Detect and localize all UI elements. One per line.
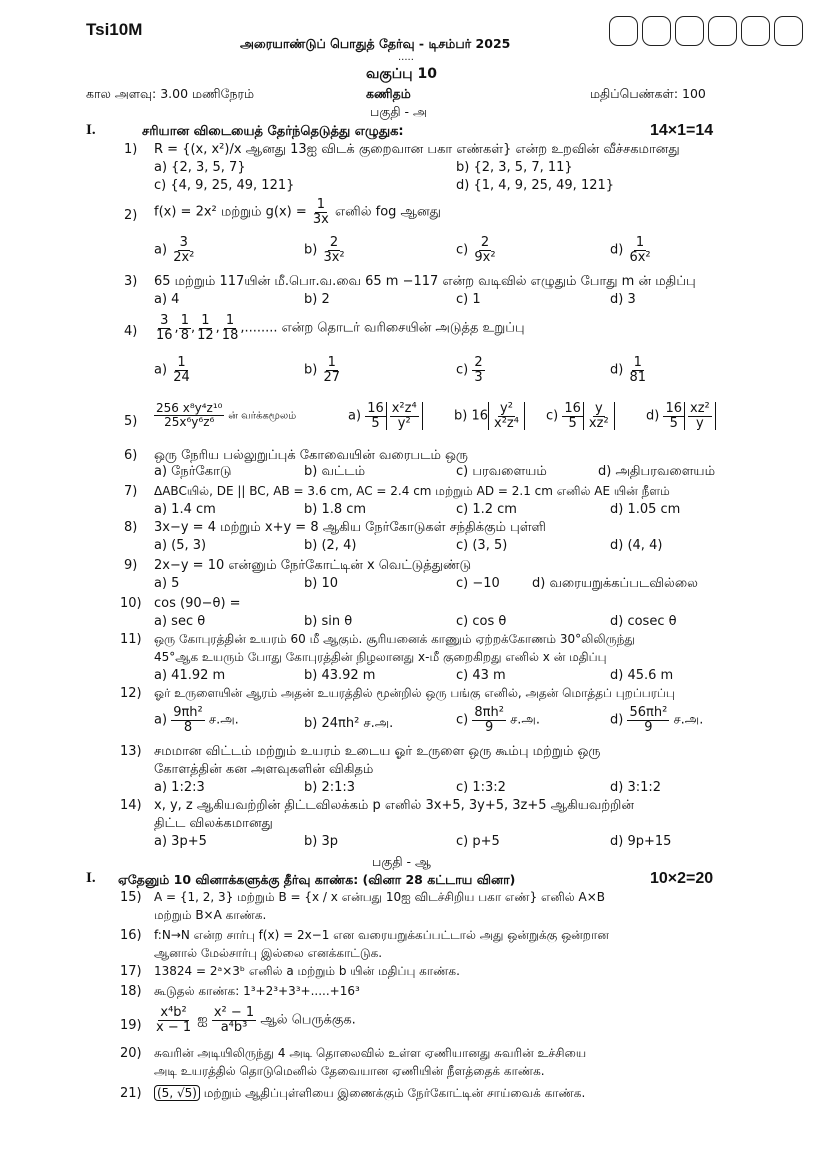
q1-number: 1) — [124, 142, 138, 157]
q14-number: 14) — [120, 798, 142, 813]
section-2-marks: 10×2=20 — [650, 870, 714, 887]
q8-text: 3x−y = 4 மற்றும் x+y = 8 ஆகிய நேர்கோடுகள் சந்திக்கும் புள்ளி — [154, 520, 546, 535]
q2-option-b: b) $\frac{2}{\text{3x²}}$ — [304, 235, 345, 265]
q17-number: 17) — [120, 964, 142, 979]
q18-number: 18) — [120, 984, 142, 999]
q9-option-a: a) 5 — [154, 576, 180, 591]
q9-option-b: b) 10 — [304, 576, 338, 591]
q15-text-line2: மற்றும் B×A காண்க. — [154, 908, 267, 922]
q15-text-line1: A = {1, 2, 3} மற்றும் B = {x / x என்பது 10ஐ விடச்சிறிய பகா எண்} எனில் A×B — [154, 890, 606, 904]
q1-text: R = {(x, x²)/x ஆனது 13ஐ விடக் குறைவான பகா எண்கள்} என்ற உறவின் வீச்சகமானது — [154, 142, 680, 157]
q11-option-d: d) 45.6 m — [610, 668, 674, 683]
q3-number: 3) — [124, 274, 138, 289]
q2-option-d: d) $\frac{1}{\text{6x²}}$ — [610, 235, 651, 265]
q14-option-d: d) 9p+15 — [610, 834, 672, 849]
q21-point: (5, √5) — [154, 1085, 200, 1101]
q5-option-c: c) $\frac{16}{5}$ $\frac{y}{\text{xz²}}$ — [546, 402, 615, 430]
q7-option-a: a) 1.4 cm — [154, 502, 216, 517]
q4-option-c: c) $\frac{2}{3}$ — [456, 355, 483, 385]
q8-option-b: b) (2, 4) — [304, 538, 357, 553]
q3-option-d: d) 3 — [610, 292, 636, 307]
q9-option-d: d) வரையறுக்கப்படவில்லை — [532, 576, 698, 591]
q5-option-d: d) $\frac{16}{5}$ $\frac{\text{xz²}}{y}$ — [646, 402, 716, 430]
q8-number: 8) — [124, 520, 138, 535]
subject-label: கணிதம் — [366, 86, 411, 101]
q8-option-d: d) (4, 4) — [610, 538, 663, 553]
q11-option-c: c) 43 m — [456, 668, 506, 683]
q5-stem: $\frac{\text{256 x⁸y⁴z¹⁰}}{\text{25x⁶y⁶z⁶}}$ ன் வர்க்கமூலம் — [156, 401, 297, 429]
q12-option-a: a) $\frac{\text{9πh²}}{8}$ ச.அ. — [154, 705, 239, 735]
q2-option-a: a) $\frac{3}{\text{2x²}}$ — [154, 235, 195, 265]
q3-option-b: b) 2 — [304, 292, 330, 307]
q6-option-a: a) நேர்கோடு — [154, 464, 232, 479]
q7-text: ΔABCயில், DE || BC, AB = 3.6 cm, AC = 2.4 cm மற்றும் AD = 2.1 cm எனில் AE யின் நீளம் — [154, 484, 670, 498]
q13-option-c: c) 1:3:2 — [456, 780, 506, 795]
q3-option-a: a) 4 — [154, 292, 180, 307]
q21-text — [154, 1086, 585, 1102]
q6-text: ஒரு நேரிய பல்லுறுப்புக் கோவையின் வரைபடம் ஒரு — [154, 448, 468, 463]
q19-text: $\frac{\text{x⁴b²}}{x - 1}$ ஐ $\frac{\text{x² − 1}}{\text{a⁴b³}}$ ஆல் பெருக்குக. — [156, 1005, 356, 1035]
part-b-heading: பகுதி - ஆ — [372, 854, 431, 869]
q12-text: ஓர் உருளையின் ஆரம் அதன் உயரத்தில் மூன்றில் ஒரு பங்கு எனில், அதன் மொத்தப் புறப்பரப்பு — [154, 686, 675, 700]
q2-text-post: எனில் fog ஆனது — [335, 204, 441, 220]
q10-option-a: a) sec θ — [154, 614, 206, 629]
section-2-numeral: I. — [86, 870, 96, 886]
q7-option-d: d) 1.05 cm — [610, 502, 681, 517]
q3-text: 65 மற்றும் 117யின் மீ.பொ.வ.வை 65 m −117 என்ற வடிவில் எழுதும் போது m ன் மதிப்பு — [154, 274, 696, 289]
q15-number: 15) — [120, 890, 142, 905]
title-dots: ..... — [398, 52, 414, 63]
q1-option-a: a) {2, 3, 5, 7} — [154, 160, 246, 175]
q2-text-pre: f(x) = 2x² மற்றும் g(x) = — [154, 204, 307, 220]
q16-text-line1: f:N→N என்ற சார்பு f(x) = 2x−1 என வரையறுக்கப்பட்டால் அது ஒன்றுக்கு ஒன்றான — [154, 928, 609, 942]
q12-option-c: c) $\frac{\text{8πh²}}{9}$ ச.அ. — [456, 705, 540, 735]
q10-text: cos (90−θ) = — [154, 596, 241, 611]
part-a-heading: பகுதி - அ — [370, 104, 427, 119]
q8-option-c: c) (3, 5) — [456, 538, 508, 553]
q5-option-b: b) 16 $\frac{\text{y²}}{\text{x²z⁴}}$ — [454, 402, 525, 430]
q5-option-a: a) $\frac{16}{5}$ $\frac{\text{x²z⁴}}{\text{y²}}$ — [348, 402, 423, 430]
q13-text-line1: சமமான விட்டம் மற்றும் உயரம் உடைய ஓர் உருளை ஒரு கூம்பு மற்றும் ஒரு — [154, 744, 601, 759]
q5-number: 5) — [124, 414, 138, 429]
q4-option-b: b) $\frac{1}{27}$ — [304, 355, 341, 385]
q11-text-line1: ஒரு கோபுரத்தின் உயரம் 60 மீ ஆகும். சூரியனைக் காணும் ஏற்றக்கோணம் 30°லிலிருந்து — [154, 632, 635, 646]
time-duration: கால அளவு: 3.00 மணிநேரம் — [86, 86, 255, 101]
q18-text: கூடுதல் காண்க: 1³+2³+3³+.....+16³ — [154, 984, 360, 998]
q13-option-d: d) 3:1:2 — [610, 780, 662, 795]
q14-option-b: b) 3p — [304, 834, 338, 849]
q12-number: 12) — [120, 686, 142, 701]
q7-option-c: c) 1.2 cm — [456, 502, 517, 517]
class-label: வகுப்பு 10 — [366, 66, 437, 82]
q6-option-d: d) அதிபரவளையம் — [598, 464, 716, 479]
q6-option-b: b) வட்டம் — [304, 464, 366, 479]
q4-option-a: a) $\frac{1}{24}$ — [154, 355, 190, 385]
q19-number: 19) — [120, 1018, 142, 1033]
q6-option-c: c) பரவளையம் — [456, 464, 547, 479]
section-1-numeral: I. — [86, 122, 96, 138]
q11-number: 11) — [120, 632, 142, 647]
q9-number: 9) — [124, 558, 138, 573]
q21-number: 21) — [120, 1086, 142, 1101]
q16-number: 16) — [120, 928, 142, 943]
q20-number: 20) — [120, 1046, 142, 1061]
q14-option-c: c) p+5 — [456, 834, 500, 849]
q10-number: 10) — [120, 596, 142, 611]
q4-stem: $\frac{3}{16}$ , $\frac{1}{8}$ , $\frac{1}{12}$ , $\frac{1}{18}$ ,........ என்ற தொடர் வரிசையின் அடுத்த உறுப்பு — [156, 313, 525, 343]
q9-text: 2x−y = 10 என்னும் நேர்கோட்டின் x வெட்டுத்துண்டு — [154, 558, 472, 573]
q4-option-d: d) $\frac{1}{81}$ — [610, 355, 647, 385]
q10-option-c: c) cos θ — [456, 614, 507, 629]
q1-option-c: c) {4, 9, 25, 49, 121} — [154, 178, 295, 193]
q21-text-body: மற்றும் ஆதிப்புள்ளியை இணைக்கும் நேர்கோட்டின் சாய்வைக் காண்க. — [203, 1086, 586, 1100]
q2-option-c: c) $\frac{2}{\text{9x²}}$ — [456, 235, 496, 265]
q20-text-line1: சுவரின் அடியிலிருந்து 4 அடி தொலைவில் உள்ள ஏணியானது சுவரின் உச்சியை — [154, 1046, 587, 1060]
q17-text: 13824 = 2ᵃ×3ᵇ எனில் a மற்றும் b யின் மதிப்பு காண்க. — [154, 964, 460, 978]
q7-option-b: b) 1.8 cm — [304, 502, 367, 517]
q16-text-line2: ஆனால் மேல்சார்பு இல்லை எனக்காட்டுக. — [154, 946, 383, 960]
exam-title: அரையாண்டுப் பொதுத் தேர்வு - டிசம்பர் 2025 — [240, 36, 511, 51]
total-marks: மதிப்பெண்கள்: 100 — [590, 86, 706, 101]
q12-option-b: b) 24πh² ச.அ. — [304, 716, 394, 731]
q2-fraction — [311, 198, 331, 226]
q13-option-b: b) 2:1:3 — [304, 780, 356, 795]
paper-code: Tsi10M — [86, 20, 143, 39]
q13-option-a: a) 1:2:3 — [154, 780, 205, 795]
q4-number: 4) — [124, 324, 138, 339]
q6-number: 6) — [124, 448, 138, 463]
q11-option-b: b) 43.92 m — [304, 668, 376, 683]
q11-text-line2: 45°ஆக உயரும் போது கோபுரத்தின் நிழலானது x-மீ குறைகிறது எனில் x ன் மதிப்பு — [154, 650, 607, 664]
q11-option-a: a) 41.92 m — [154, 668, 226, 683]
q7-number: 7) — [124, 484, 138, 499]
register-number-boxes — [609, 16, 803, 46]
q14-option-a: a) 3p+5 — [154, 834, 207, 849]
q2-number: 2) — [124, 208, 138, 223]
q8-option-a: a) (5, 3) — [154, 538, 207, 553]
q13-number: 13) — [120, 744, 142, 759]
q10-option-b: b) sin θ — [304, 614, 353, 629]
q2-stem — [154, 198, 441, 226]
section-2-instruction: ஏதேனும் 10 வினாக்களுக்கு தீர்வு காண்க: (வினா 28 கட்டாய வினா) — [118, 872, 516, 887]
q3-option-c: c) 1 — [456, 292, 481, 307]
q10-option-d: d) cosec θ — [610, 614, 677, 629]
q20-text-line2: அடி உயரத்தில் தொடுமெனில் தேவையான ஏணியின் நீளத்தைக் காண்க. — [154, 1064, 545, 1078]
q12-option-d: d) $\frac{\text{56πh²}}{9}$ ச.அ. — [610, 705, 704, 735]
q13-text-line2: கோளத்தின் கன அளவுகளின் விகிதம் — [154, 762, 374, 777]
q9-option-c: c) −10 — [456, 576, 500, 591]
section-1-instruction: சரியான விடையைத் தேர்ந்தெடுத்து எழுதுக: — [142, 124, 404, 139]
q1-option-b: b) {2, 3, 5, 7, 11} — [456, 160, 573, 175]
q14-text-line2: திட்ட விலக்கமானது — [154, 816, 273, 831]
section-1-marks: 14×1=14 — [650, 122, 714, 139]
q2-frac-den: 3x — [312, 211, 329, 227]
q2-frac-num: 1 — [316, 197, 326, 212]
q1-option-d: d) {1, 4, 9, 25, 49, 121} — [456, 178, 615, 193]
q14-text-line1: x, y, z ஆகியவற்றின் திட்டவிலக்கம் p எனில் 3x+5, 3y+5, 3z+5 ஆகியவற்றின் — [154, 798, 634, 813]
